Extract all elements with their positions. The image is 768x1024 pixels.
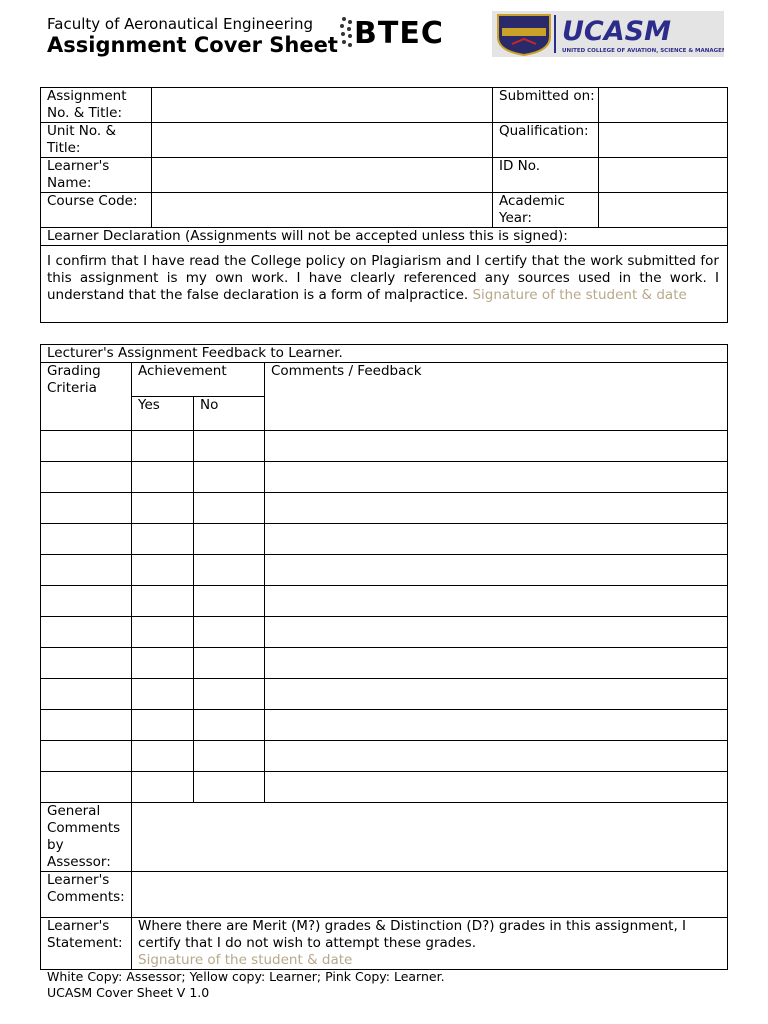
no-cell[interactable] — [194, 772, 265, 803]
grading-cell[interactable] — [41, 493, 132, 524]
yes-cell[interactable] — [132, 710, 194, 741]
yes-header: Yes — [132, 397, 194, 431]
submitted-label: Submitted on: — [493, 88, 599, 123]
grading-cell[interactable] — [41, 648, 132, 679]
yes-cell[interactable] — [132, 648, 194, 679]
comment-cell[interactable] — [265, 741, 728, 772]
grading-cell[interactable] — [41, 617, 132, 648]
unit-label: Unit No. & Title: — [41, 123, 152, 158]
comment-cell[interactable] — [265, 617, 728, 648]
qualification-field[interactable] — [599, 123, 728, 158]
yes-cell[interactable] — [132, 431, 194, 462]
general-comments-field[interactable] — [132, 803, 728, 872]
comment-cell[interactable] — [265, 524, 728, 555]
feedback-table — [40, 344, 728, 970]
comment-cell[interactable] — [265, 555, 728, 586]
btec-logo-text: BTEC — [354, 16, 444, 51]
assignment-label: Assignment No. & Title: — [41, 88, 152, 123]
footer-copies: White Copy: Assessor; Yellow copy: Learner; Pink Copy: Learner. — [47, 969, 445, 984]
unit-field[interactable] — [152, 123, 493, 158]
grading-cell[interactable] — [41, 772, 132, 803]
learner-name-field[interactable] — [152, 158, 493, 193]
grading-cell[interactable] — [41, 462, 132, 493]
btec-logo — [338, 14, 450, 54]
learner-statement-cell[interactable] — [132, 918, 728, 970]
yes-cell[interactable] — [132, 493, 194, 524]
grading-cell[interactable] — [41, 586, 132, 617]
grading-cell[interactable] — [41, 679, 132, 710]
statement-signature: Signature of the student & date — [138, 952, 353, 968]
yes-cell[interactable] — [132, 462, 194, 493]
yes-cell[interactable] — [132, 741, 194, 772]
comments-header: Comments / Feedback — [265, 363, 728, 431]
learner-comments-field[interactable] — [132, 872, 728, 918]
academic-year-label: Academic Year: — [493, 193, 599, 228]
assignment-field[interactable] — [152, 88, 493, 123]
id-field[interactable] — [599, 158, 728, 193]
achievement-header: Achievement — [132, 363, 265, 397]
comment-cell[interactable] — [265, 462, 728, 493]
comment-cell[interactable] — [265, 648, 728, 679]
grading-cell[interactable] — [41, 524, 132, 555]
ucasm-tagline: UNITED COLLEGE OF AVIATION, SCIENCE & MANAGEMENT — [562, 48, 724, 54]
declaration-heading: Learner Declaration (Assignments will not be accepted unless this is signed): — [41, 228, 728, 246]
footer-version: UCASM Cover Sheet V 1.0 — [47, 985, 210, 1000]
yes-cell[interactable] — [132, 555, 194, 586]
id-label: ID No. — [493, 158, 599, 193]
ucasm-logo-text: UCASM — [562, 16, 671, 47]
yes-cell[interactable] — [132, 772, 194, 803]
comment-cell[interactable] — [265, 586, 728, 617]
no-cell[interactable] — [194, 617, 265, 648]
no-cell[interactable] — [194, 586, 265, 617]
declaration-signature: Signature of the student & date — [472, 287, 687, 303]
no-header: No — [194, 397, 265, 431]
grading-cell[interactable] — [41, 431, 132, 462]
declaration-cell[interactable] — [41, 246, 728, 323]
no-cell[interactable] — [194, 741, 265, 772]
declaration-text: I confirm that I have read the College policy on Plagiarism and I certify that the work submitted for this assignment is my own work. I have clearly referenced any sources used in the work. I understand that the false declaration is a form of malpractice. — [47, 253, 719, 303]
comment-cell[interactable] — [265, 772, 728, 803]
learner-statement-label: Learner's Statement: — [41, 918, 132, 970]
learner-name-label: Learner's Name: — [41, 158, 152, 193]
grading-criteria-header: Grading Criteria — [41, 363, 132, 431]
yes-cell[interactable] — [132, 679, 194, 710]
course-label: Course Code: — [41, 193, 152, 228]
course-field[interactable] — [152, 193, 493, 228]
assignment-details-table — [40, 87, 728, 323]
ucasm-logo — [492, 11, 724, 57]
faculty-name: Faculty of Aeronautical Engineering — [47, 15, 313, 33]
no-cell[interactable] — [194, 462, 265, 493]
feedback-title: Lecturer's Assignment Feedback to Learner. — [41, 345, 728, 363]
no-cell[interactable] — [194, 555, 265, 586]
general-comments-label: General Comments by Assessor: — [41, 803, 132, 872]
submitted-field[interactable] — [599, 88, 728, 123]
academic-year-field[interactable] — [599, 193, 728, 228]
comment-cell[interactable] — [265, 493, 728, 524]
comment-cell[interactable] — [265, 431, 728, 462]
qualification-label: Qualification: — [493, 123, 599, 158]
learner-statement-text: Where there are Merit (M?) grades & Distinction (D?) grades in this assignment, I certify that I do not wish to attempt these grades. — [138, 918, 687, 951]
yes-cell[interactable] — [132, 586, 194, 617]
grading-cell[interactable] — [41, 555, 132, 586]
page-title: Assignment Cover Sheet — [47, 33, 338, 57]
no-cell[interactable] — [194, 431, 265, 462]
yes-cell[interactable] — [132, 524, 194, 555]
no-cell[interactable] — [194, 648, 265, 679]
no-cell[interactable] — [194, 710, 265, 741]
no-cell[interactable] — [194, 679, 265, 710]
no-cell[interactable] — [194, 493, 265, 524]
no-cell[interactable] — [194, 524, 265, 555]
learner-comments-label: Learner's Comments: — [41, 872, 132, 918]
comment-cell[interactable] — [265, 679, 728, 710]
comment-cell[interactable] — [265, 710, 728, 741]
grading-cell[interactable] — [41, 710, 132, 741]
grading-cell[interactable] — [41, 741, 132, 772]
yes-cell[interactable] — [132, 617, 194, 648]
